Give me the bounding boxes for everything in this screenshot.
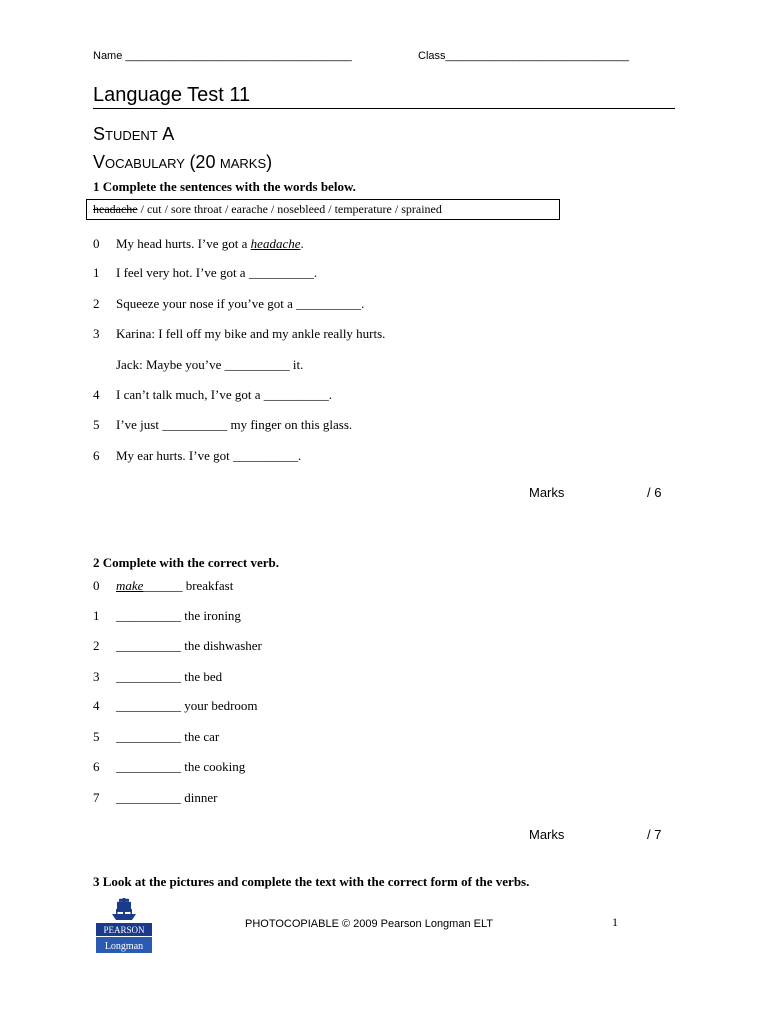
q1-marks-total: / 6 bbox=[647, 485, 662, 500]
page-title: Language Test 11 bbox=[93, 84, 251, 106]
name-blank: _____________________________________ bbox=[125, 50, 352, 62]
pearson-longman-logo bbox=[96, 894, 152, 953]
q2-marks-label: Marks bbox=[529, 827, 565, 842]
copyright-text: PHOTOCOPIABLE © 2009 Pearson Longman ELT bbox=[245, 918, 493, 930]
title-divider bbox=[93, 108, 675, 109]
q1-heading: 1 Complete the sentences with the words below. bbox=[93, 179, 356, 194]
logo-pearson: PEARSON bbox=[103, 925, 145, 935]
word-box bbox=[86, 199, 560, 220]
student-label: STUDENT A bbox=[93, 124, 175, 144]
example-answer: headache bbox=[250, 236, 301, 251]
name-label: Name bbox=[93, 50, 123, 62]
class-label: Class bbox=[418, 50, 446, 62]
section-heading: VOCABULARY (20 MARKS) bbox=[93, 152, 273, 172]
name-field bbox=[93, 50, 352, 62]
q3-heading: 3 Look at the pictures and complete the text with the correct form of the verbs. bbox=[93, 874, 530, 889]
word-box-words: / cut / sore throat / earache / nosebleed / temperature / sprained bbox=[137, 202, 442, 216]
class-field bbox=[418, 50, 629, 62]
q2-heading: 2 Complete with the correct verb. bbox=[93, 555, 280, 570]
word-box-example: headache bbox=[93, 202, 138, 216]
q1-marks-label: Marks bbox=[529, 485, 565, 500]
example-answer: make bbox=[116, 578, 144, 593]
logo-longman: Longman bbox=[104, 941, 144, 952]
page-number: 1 bbox=[612, 915, 618, 929]
q2-marks-total: / 7 bbox=[647, 827, 662, 842]
class-blank: ______________________________ bbox=[445, 50, 630, 62]
